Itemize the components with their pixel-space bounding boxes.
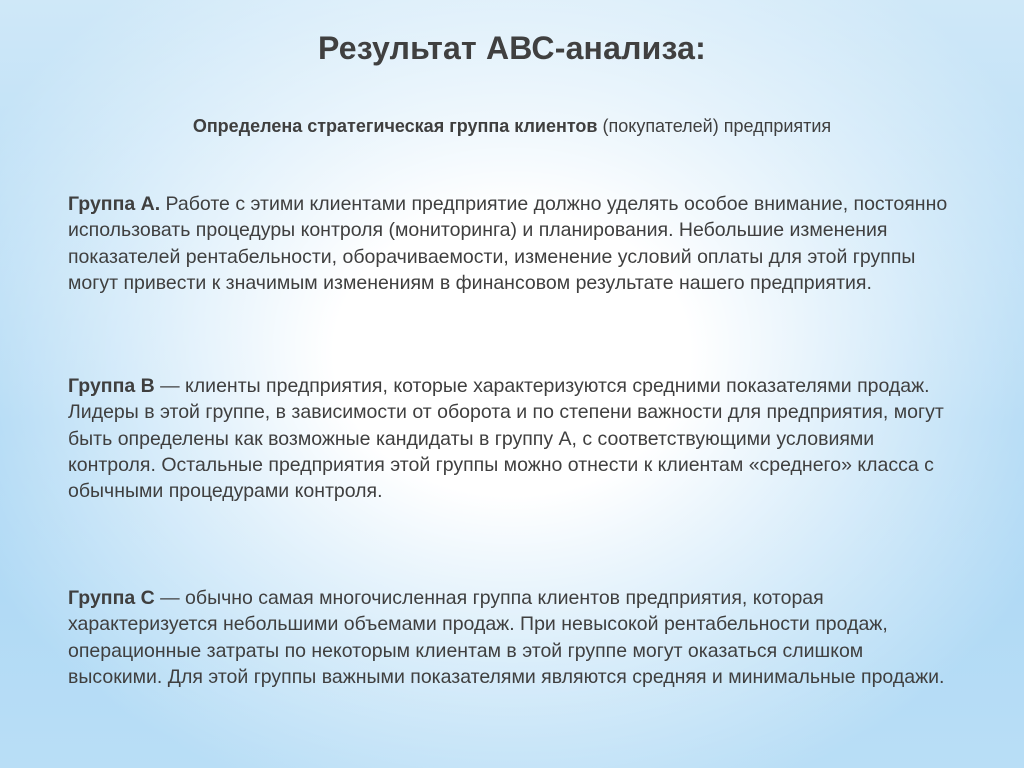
group-b-paragraph [68, 373, 958, 504]
slide-title: Результат АВС-анализа: [317, 30, 707, 66]
group-a-label: Группа А. [68, 193, 161, 215]
slide-subtitle [0, 116, 1024, 137]
group-c-label: Группа С [68, 587, 155, 609]
group-b-text: — клиенты предприятия, которые характеризуются средними показателями продаж. Лидеры в этой группе, в зависимости от оборота и по степени важности для предприятия, могут быть определены как возможные кандидаты в группу А, с соответствующими условиями контроля. Остальные предприятия этой группы можно отнести к клиентам «среднего» класса с обычными процедурами контроля. [68, 375, 944, 503]
group-a-text: Работе с этими клиентами предприятие должно уделять особое внимание, постоянно использовать процедуры контроля (мониторинга) и планирования. Небольшие изменения показателей рентабельности, оборачиваемости, изменение условий оплаты для этой группы могут привести к значимым изменениям в финансовом результате нашего предприятия. [68, 193, 948, 294]
subtitle-rest: (покупателей) предприятия [597, 116, 832, 136]
group-b-label: Группа В [68, 375, 155, 397]
subtitle-bold: Определена стратегическая группа клиентов [192, 116, 598, 136]
group-c-text: — обычно самая многочисленная группа клиентов предприятия, которая характеризуется небольшими объемами продаж. При невысокой рентабельности продаж, операционные затраты по некоторым клиентам в этой группе могут оказаться слишком высокими. Для этой группы важными показателями являются средняя и минимальные продажи. [68, 587, 945, 688]
group-c-paragraph [68, 585, 958, 690]
group-a-paragraph [68, 191, 958, 296]
